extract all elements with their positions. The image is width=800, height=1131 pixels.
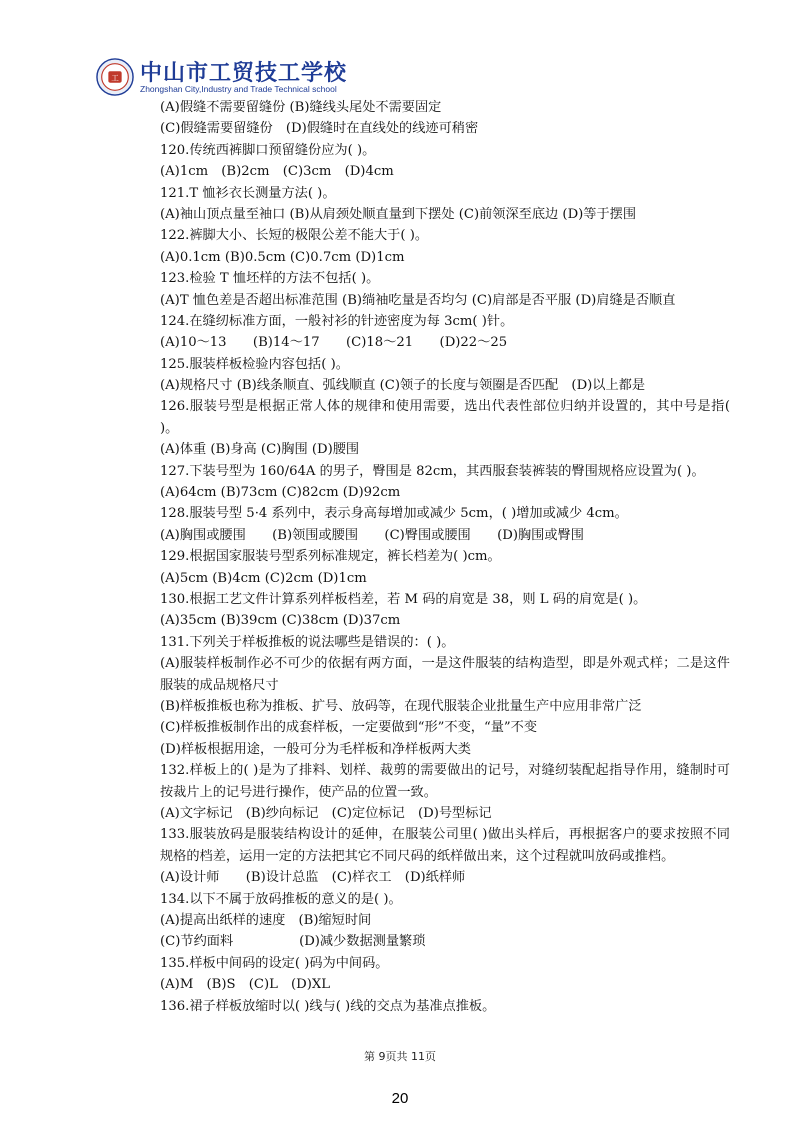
options-line: (A)提高出纸样的速度 (B)缩短时间 [160, 912, 372, 928]
options-line: (A)胸围或腰围 (B)领围或腰围 (C)臀围或腰围 (D)胸围或臀围 [160, 527, 584, 543]
options-line: (A)袖山顶点量至袖口 (B)从肩颈处顺直量到下摆处 (C)前领深至底边 (D)等于摆围 [160, 206, 637, 222]
question-line: 132.样板上的( )是为了排料、划样、裁剪的需要做出的记号，对缝纫装配起指导作用，缝制时可按裁片上的记号进行操作，使产品的位置一致。 [160, 763, 730, 800]
options-line: (A)T 恤色差是否超出标准范围 (B)绱袖吃量是否均匀 (C)肩部是否平服 (D)肩缝是否顺直 [160, 292, 676, 308]
school-name-en: Zhongshan City,Industry and Trade Technical school [140, 84, 337, 94]
options-line: (D)样板根据用途，一般可分为毛样板和净样板两大类 [160, 741, 471, 757]
options-line: (B)样板推板也称为推板、扩号、放码等，在现代服装企业批量生产中应用非常广泛 [160, 699, 642, 714]
options-line: (C)样板推板制作出的成套样板，一定要做到“形”不变，“量”不变 [160, 720, 538, 736]
question-line: 134.以下不属于放码推板的意义的是( )。 [160, 891, 402, 907]
question-line: 121.T 恤衫衣长测量方法( )。 [160, 185, 336, 201]
options-line: (A)服装样板制作必不可少的依据有两方面，一是这件服装的结构造型，即是外观式样；二是这件服装的成品规格尺寸 [160, 656, 730, 693]
school-name-cn: 中山市工贸技工学校 [140, 60, 348, 86]
question-line: 125.服装样板检验内容包括( )。 [160, 356, 349, 372]
question-line: 135.样板中间码的设定( )码为中间码。 [160, 955, 389, 971]
options-line: (A)5cm (B)4cm (C)2cm (D)1cm [160, 570, 367, 586]
question-line: 131.下列关于样板推板的说法哪些是错误的：( )。 [160, 634, 455, 650]
options-line: (A)0.1cm (B)0.5cm (C)0.7cm (D)1cm [160, 249, 405, 265]
question-line: 126.服装号型是根据正常人体的规律和使用需要，选出代表性部位归纳并设置的，其中号是指( )。 [160, 399, 730, 436]
options-line: (C)节约面料 (D)减少数据测量繁琐 [160, 934, 426, 950]
page-number: 20 [391, 1090, 409, 1107]
svg-text:工: 工 [111, 73, 119, 83]
school-emblem-icon [96, 58, 134, 96]
text-line: (C)假缝需要留缝份 (D)假缝时在直线处的线迹可稍密 [160, 121, 479, 137]
options-line: (A)64cm (B)73cm (C)82cm (D)92cm [160, 485, 401, 501]
question-line: 122.裤脚大小、长短的极限公差不能大于( )。 [160, 228, 429, 244]
question-line: 130.根据工艺文件计算系列样板档差，若 M 码的肩宽是 38，则 L 码的肩宽是( )。 [160, 592, 647, 608]
options-line: (A)体重 (B)身高 (C)胸围 (D)腰围 [160, 442, 360, 458]
question-list [160, 97, 730, 1017]
question-line: 128.服装号型 5·4 系列中，表示身高每增加或减少 5cm，( )增加或减少 4cm。 [160, 506, 628, 522]
options-line: (A)规格尺寸 (B)线条顺直、弧线顺直 (C)领子的长度与领圈是否匹配 (D)以上都是 [160, 378, 646, 394]
question-line: 129.根据国家服装号型系列标准规定，裤长档差为( )cm。 [160, 549, 501, 565]
question-line: 123.检验 T 恤坯样的方法不包括( )。 [160, 271, 380, 287]
question-line: 127.下装号型为 160/64A 的男子，臀围是 82cm，其西服套装裤装的臀围规格应设置为( )。 [160, 463, 705, 479]
options-line: (A)文字标记 (B)纱向标记 (C)定位标记 (D)号型标记 [160, 805, 492, 821]
question-line: 120.传统西裤脚口预留缝份应为( )。 [160, 142, 376, 158]
text-line: (A)假缝不需要留缝份 (B)缝线头尾处不需要固定 [160, 100, 442, 115]
options-line: (A)10～13 (B)14～17 (C)18～21 (D)22～25 [160, 335, 508, 351]
options-line: (A)35cm (B)39cm (C)38cm (D)37cm [160, 613, 401, 629]
page-footer: 第 9页共 11页 [364, 1050, 436, 1063]
options-line: (A)设计师 (B)设计总监 (C)样衣工 (D)纸样师 [160, 870, 466, 886]
options-line: (A)1cm (B)2cm (C)3cm (D)4cm [160, 164, 394, 180]
question-line: 124.在缝纫标准方面，一般衬衫的针迹密度为每 3cm( )针。 [160, 313, 514, 329]
options-line: (A)M (B)S (C)L (D)XL [160, 977, 331, 993]
question-line: 136.裙子样板放缩时以( )线与( )线的交点为基准点推板。 [160, 998, 496, 1014]
question-line: 133.服装放码是服装结构设计的延伸，在服装公司里( )做出头样后，再根据客户的要求按照不同规格的档差，运用一定的方法把其它不同尺码的纸样做出来，这个过程就叫放码或推档。 [160, 827, 730, 864]
